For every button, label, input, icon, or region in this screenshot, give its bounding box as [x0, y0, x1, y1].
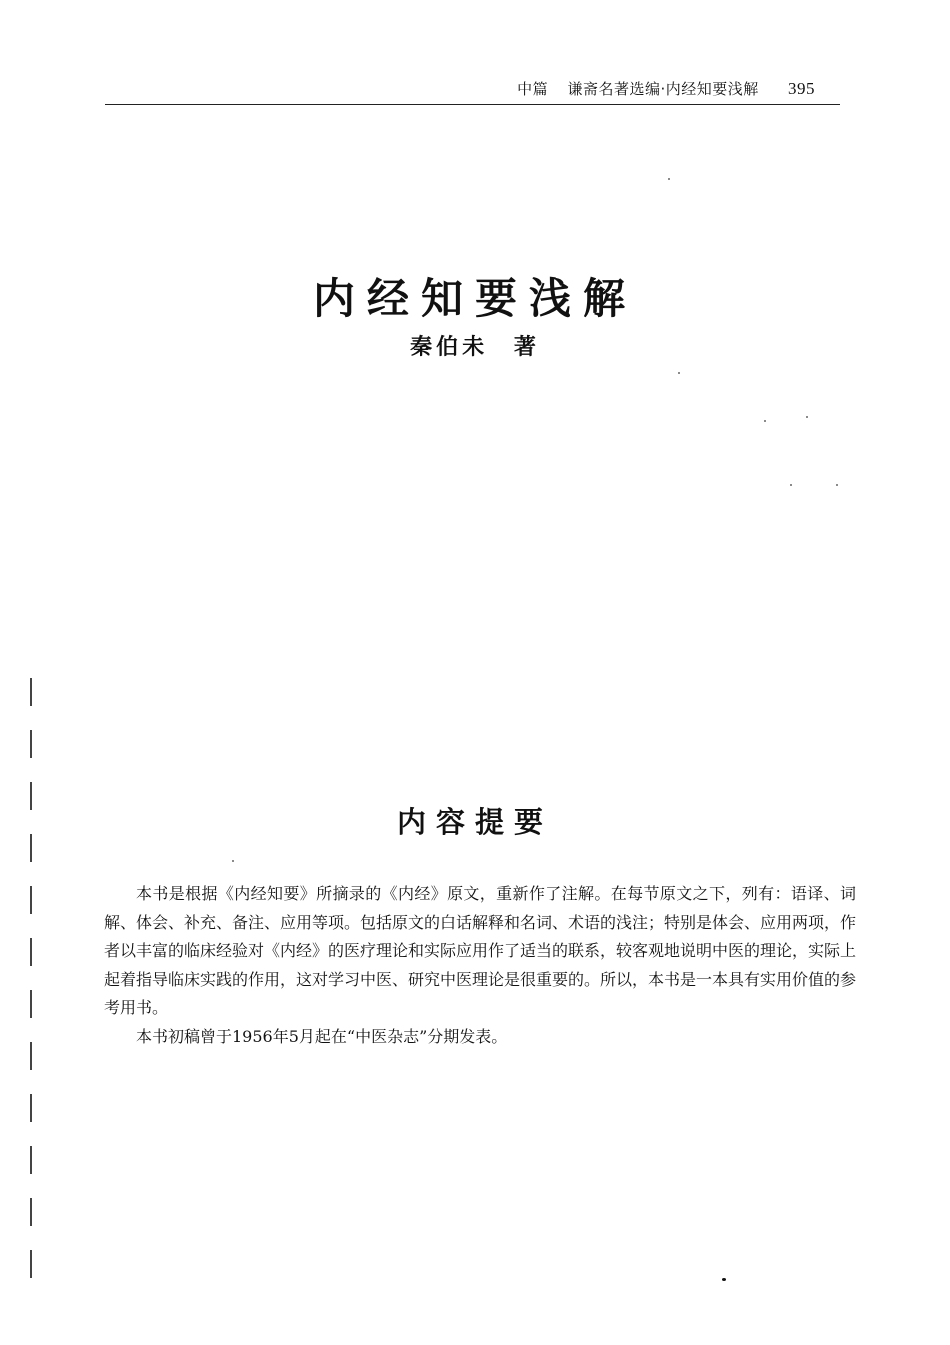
header-series: 谦斋名著选编·内经知要浅解	[567, 80, 759, 98]
margin-mark	[30, 1042, 32, 1070]
scan-speck	[668, 178, 670, 180]
author-line	[0, 330, 950, 361]
scan-speck	[764, 420, 766, 422]
scan-speck	[232, 860, 234, 862]
abstract-paragraph: 本书是根据《内经知要》所摘录的《内经》原文，重新作了注解。在每节原文之下，列有：语译、词解、体会、补充、备注、应用等项。包括原文的白话解释和名词、术语的浅注；特别是体会、应用两项，作者以丰富的临床经验对《内经》的医疗理论和实际应用作了适当的联系，较客观地说明中医的理论，实际上起着指导临床实践的作用，这对学习中医、研究中医理论是很重要的。所以，本书是一本具有实用价值的参考用书。	[104, 884, 857, 1017]
scan-speck	[678, 372, 680, 374]
margin-mark	[30, 1094, 32, 1122]
margin-mark	[30, 834, 32, 862]
author-role: 著	[513, 334, 540, 360]
scan-speck	[806, 416, 808, 418]
margin-mark	[30, 938, 32, 966]
header-section: 中篇	[517, 80, 549, 98]
binding-margin-marks	[30, 678, 33, 1302]
scan-speck	[790, 484, 792, 486]
margin-mark	[30, 678, 32, 706]
margin-mark	[30, 1250, 32, 1278]
running-header	[105, 72, 840, 100]
section-heading: 内容提要	[396, 805, 553, 840]
margin-mark	[30, 730, 32, 758]
abstract	[104, 880, 856, 1051]
page-number: 395	[788, 79, 815, 98]
abstract-paragraph: 本书初稿曾于1956年5月起在“中医杂志”分期发表。	[136, 1026, 508, 1046]
margin-mark	[30, 990, 32, 1018]
header-rule	[105, 104, 840, 105]
book-title: 内经知要浅解	[312, 274, 637, 324]
margin-mark	[30, 886, 32, 914]
author-name: 秦伯未	[410, 334, 489, 360]
margin-mark	[30, 782, 32, 810]
header-text	[517, 78, 815, 99]
scan-speck	[836, 484, 838, 486]
scan-speck	[722, 1278, 726, 1281]
margin-mark	[30, 1198, 32, 1226]
margin-mark	[30, 1146, 32, 1174]
